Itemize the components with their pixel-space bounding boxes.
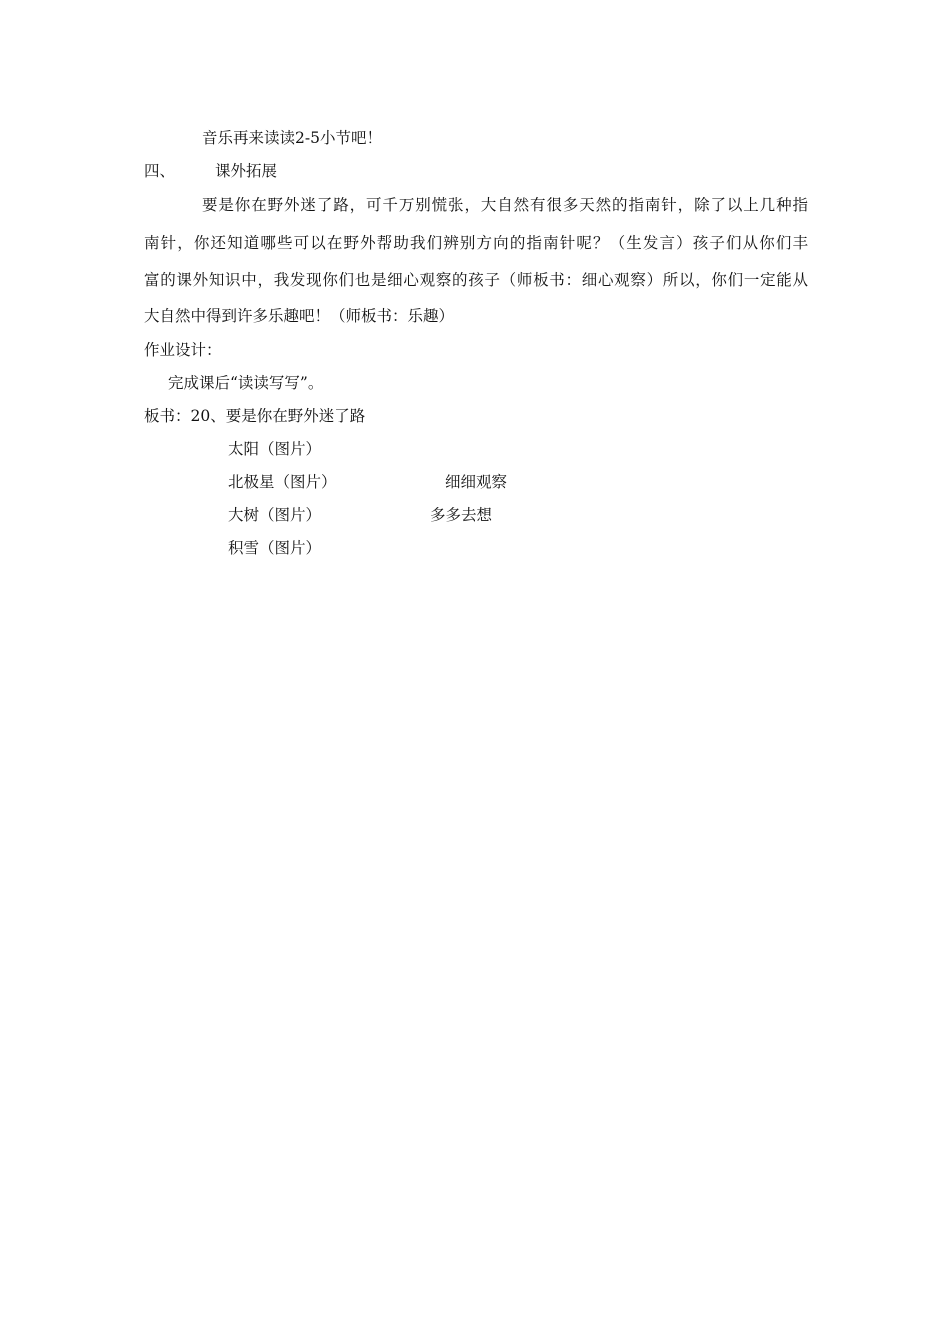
blackboard-item-north-star: 北极星（图片） — [228, 473, 337, 491]
paragraph-line-2: 南针，你还知道哪些可以在野外帮助我们辨别方向的指南针呢？（生发言）孩子们从你们丰 — [144, 234, 808, 252]
music-line: 音乐再来读读2-5小节吧！ — [202, 129, 382, 147]
paragraph-line-4: 大自然中得到许多乐趣吧！（师板书：乐趣） — [144, 307, 455, 325]
blackboard-item-snow: 积雪（图片） — [228, 539, 322, 557]
section-number: 四、 — [144, 162, 176, 180]
homework-heading: 作业设计： — [144, 341, 222, 359]
blackboard-note-think: 多多去想 — [430, 506, 493, 524]
homework-item: 完成课后“读读写写”。 — [168, 374, 324, 392]
blackboard-item-sun: 太阳（图片） — [228, 440, 322, 458]
blackboard-note-observe: 细细观察 — [445, 473, 508, 491]
blackboard-item-tree: 大树（图片） — [228, 506, 322, 524]
paragraph-line-3: 富的课外知识中，我发现你们也是细心观察的孩子（师板书：细心观察）所以，你们一定能从 — [144, 271, 808, 289]
blackboard-heading: 板书：20、要是你在野外迷了路 — [144, 407, 366, 425]
paragraph-line-1: 要是你在野外迷了路，可千万别慌张，大自然有很多天然的指南针，除了以上几种指 — [202, 196, 808, 214]
section-title: 课外拓展 — [215, 162, 278, 180]
